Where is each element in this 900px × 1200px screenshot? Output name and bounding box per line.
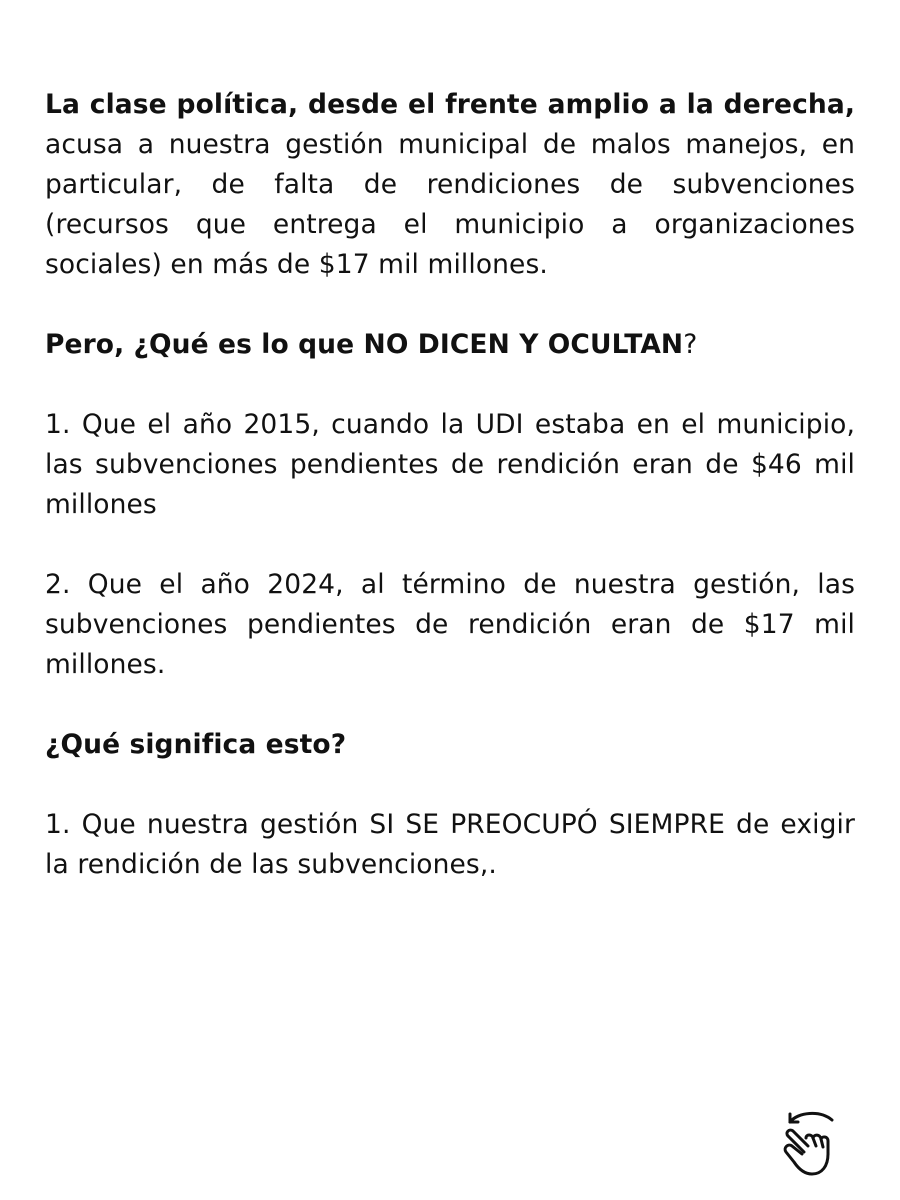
spacer: [45, 525, 855, 565]
paragraph-point-2015: 1. Que el año 2015, cuando la UDI estaba en el municipio, las subvenciones pendientes de rendición eran de $46 mil millones: [45, 409, 855, 520]
swipe-hand-icon[interactable]: [780, 1108, 840, 1180]
spacer: [45, 765, 855, 805]
question-mark: ?: [683, 329, 698, 360]
accusation-text: acusa a nuestra gestión municipal de malos manejos, en particular, de falta de rendiciones de subvenciones (recursos que entrega el municipio a organizaciones sociales) en más de $17 mil millones.: [45, 129, 855, 280]
paragraph-meaning-heading: [45, 725, 855, 765]
paragraph-question: [45, 325, 855, 365]
spacer: [45, 685, 855, 725]
spacer: [45, 285, 855, 325]
paragraph-point-2024: 2. Que el año 2024, al término de nuestra gestión, las subvenciones pendientes de rendición eran de $17 mil millones.: [45, 569, 855, 680]
question-bold: Pero, ¿Qué es lo que NO DICEN Y OCULTAN: [45, 329, 684, 360]
meaning-heading: ¿Qué significa esto?: [45, 729, 347, 760]
paragraph-accusation: [45, 85, 855, 285]
spacer: [45, 365, 855, 405]
paragraph-meaning-point: 1. Que nuestra gestión SI SE PREOCUPÓ SIEMPRE de exigir la rendición de las subvenciones,.: [45, 809, 855, 880]
document-body: [45, 85, 855, 885]
accusation-lead: La clase política, desde el frente amplio a la derecha,: [45, 89, 855, 120]
